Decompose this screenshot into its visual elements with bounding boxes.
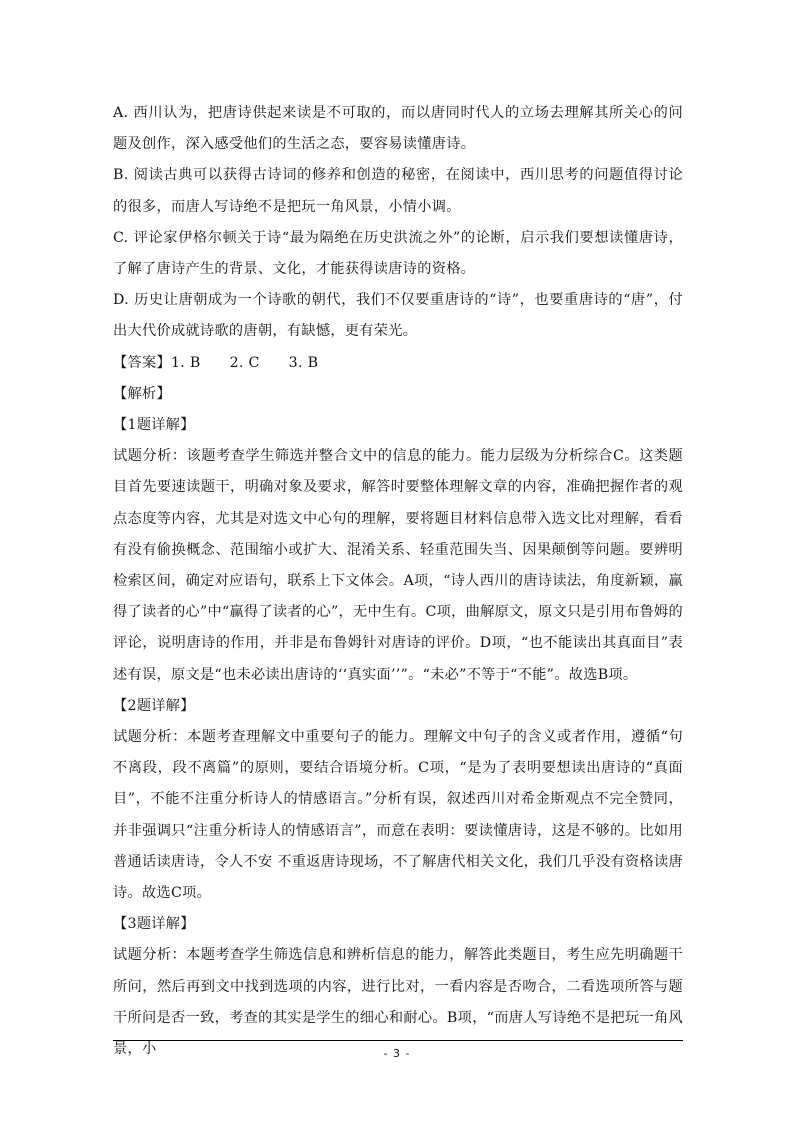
- option-d: D. 历史让唐朝成为一个诗歌的朝代，我们不仅要重唐诗的“诗”，也要重唐诗的“唐”，付出大代价成就诗歌的唐朝，有缺憾，更有荣光。: [113, 292, 683, 340]
- option-a: A. 西川认为，把唐诗供起来读是不可取的，而以唐同时代人的立场去理解其所关心的问题及创作，深入感受他们的生活之态，要容易读懂唐诗。: [113, 105, 683, 153]
- page-number: - 3 -: [383, 1047, 411, 1060]
- answer-line: 【答案】1. B 2. C 3. B: [113, 354, 319, 371]
- q3-analysis: 试题分析：本题考查学生筛选信息和辨析信息的能力，解答此类题目，考生应先明确题干所问，然后再到文中找到选项的内容，进行比对，一看内容是否吻合，二看选项所答与题干所问是否一致，考查的其实是学生的细心和耐心。B项，“而唐人写诗绝不是把玩一角风景，小: [113, 947, 683, 1058]
- footer-divider: [113, 1040, 683, 1041]
- analysis-heading: 【解析】: [113, 385, 171, 402]
- option-c: C. 评论家伊格尔顿关于诗“最为隔绝在历史洪流之外”的论断，启示我们要想读懂唐诗，了解了唐诗产生的背景、文化，才能获得读唐诗的资格。: [113, 229, 683, 278]
- q1-analysis: 试题分析：该题考查学生筛选并整合文中的信息的能力。能力层级为分析综合C。这类题目首先要速读题干，明确对象及要求，解答时要整体理解文章的内容，准确把握作者的观点态度等内容，尤其是对选文中心句的理解，要将题目材料信息带入选文比对理解，看看有没有偷换概念、范围缩小或扩大、混淆关系、轻重范围失当、因果颠倒等问题。要辨明检索区间，确定对应语句，联系上下文体会。A项，“诗人西川的唐诗读法，角度新颖，赢得了读者的心”中“赢得了读者的心”，无中生有。C项，曲解原文，原文只是引用布鲁姆的评论，说明唐诗的作用，并非是布鲁姆针对唐诗的评价。D项，“也不能读出其真面目”表述有误，原文是“也未必读出唐诗的‘‘真实面’’”。“未必”不等于“不能”。故选B项。: [113, 448, 683, 683]
- q3-heading: 【3题详解】: [113, 916, 195, 933]
- page-content: [113, 98, 683, 1065]
- q2-heading: 【2题详解】: [113, 697, 195, 714]
- q2-analysis: 试题分析：本题考查理解文中重要句子的能力。理解文中句子的含义或者作用，遵循“句不离段，段不离篇”的原则，要结合语境分析。C项，“是为了表明要想读出唐诗的“真面目”，不能不注重分析诗人的情感语言。”分析有误，叙述西川对希金斯观点不完全赞同，并非强调只“注重分析诗人的情感语言”，而意在表明：要读懂唐诗，这是不够的。比如用普通话读唐诗，令人不安 不重返唐诗现场，不了解唐代相关文化，我们几乎没有资格读唐诗。故选C项。: [113, 729, 683, 902]
- q1-heading: 【1题详解】: [113, 417, 195, 434]
- option-b: B. 阅读古典可以获得古诗词的修养和创造的秘密，在阅读中，西川思考的问题值得讨论的很多，而唐人写诗绝不是把玩一角风景，小情小调。: [113, 167, 683, 215]
